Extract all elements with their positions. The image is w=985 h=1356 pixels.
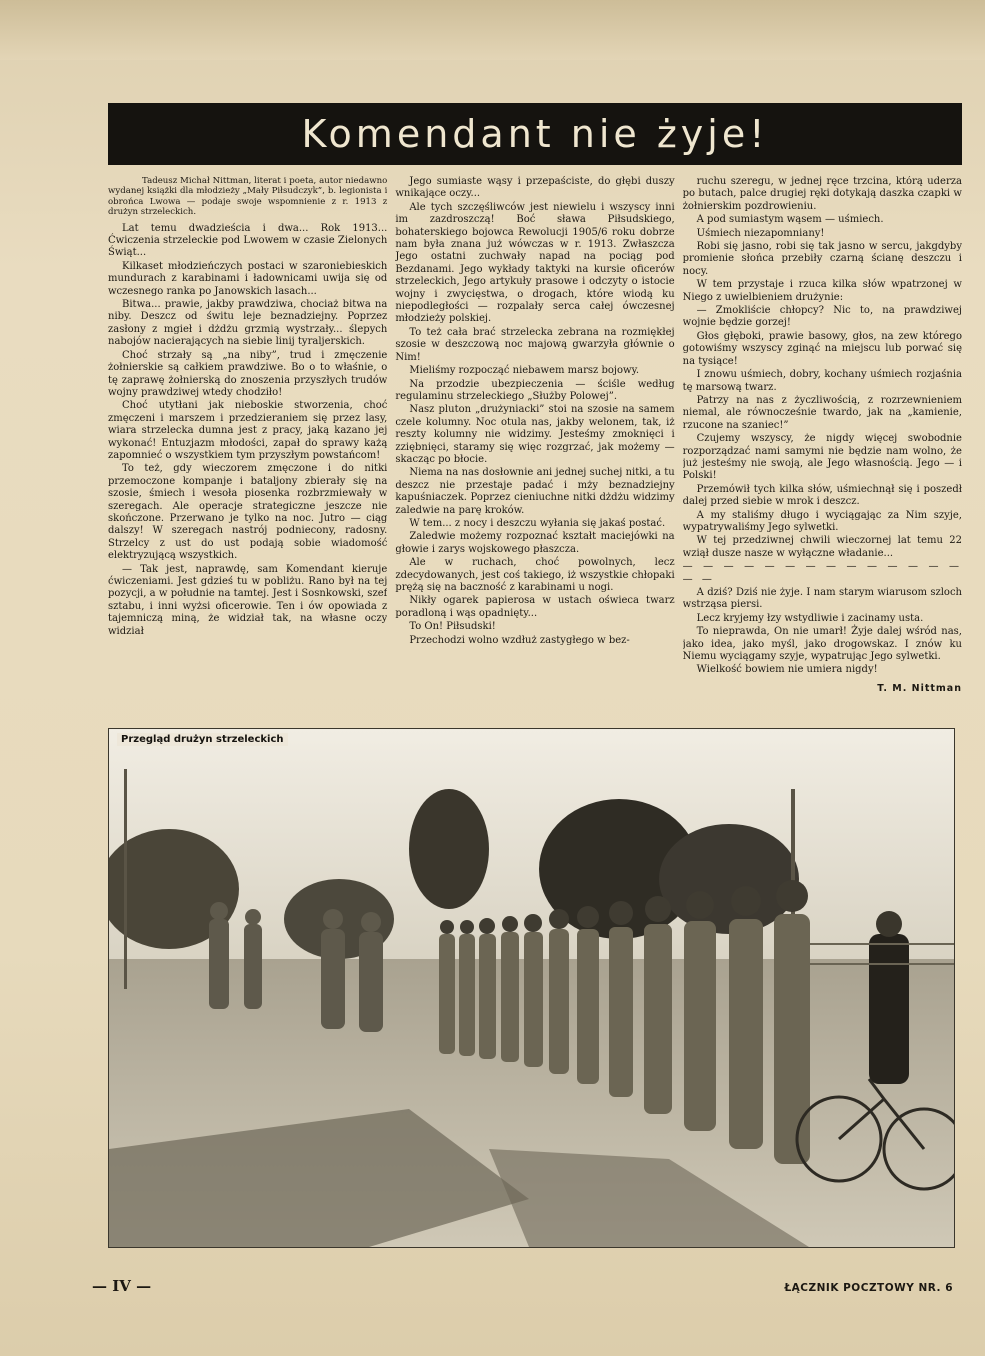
- page-number: — IV —: [92, 1277, 152, 1295]
- paragraph: Nasz pluton „drużyniacki” stoi na szosie na samem czele kolumny. Noc otula nas, jakby welonem, tak, iż reszty kolumny nie widzimy. Jesteśmy zmoknięci i zziębnięci, staramy się więc rozgrzać, jak możemy — skacząc po błocie.: [395, 404, 675, 465]
- paragraph: Głos głęboki, prawie basowy, głos, na zew którego gotowiśmy wszyscy zginąć na miejscu lub porwać się na tysiące!: [682, 330, 962, 367]
- paragraph: Przechodzi wolno wzdłuż zastygłego w bez-: [409, 634, 630, 646]
- article-lead: Tadeusz Michał Nittman, literat i poeta, autor niedawno wydanej książki dla młodzieży „Mały Piłsudczyk”, b. legionista i obrońca Lwowa — podaje swoje wspomnienie z r. 1913 z drużyn strzeleckich.: [108, 176, 388, 218]
- paragraph: Ale w ruchach, choć powolnych, lecz zdecydowanych, jest coś takiego, iż wszystkie chłopaki prężą się na baczność z karabinami u nogi.: [395, 557, 675, 593]
- paragraph: Lat temu dwadzieścia i dwa... Rok 1913... Ćwiczenia strzeleckie pod Lwowem w czasie Zielonych Świąt...: [108, 222, 388, 259]
- paragraph: Patrzy na nas z życzliwością, z rozrzewnieniem niemal, ale równocześnie twardo, jak na „kamienie, rzucone na szaniec!”: [682, 394, 962, 431]
- text-column-3: [683, 176, 962, 724]
- article-body: [108, 176, 962, 724]
- paragraph: I znowu uśmiech, dobry, kochany uśmiech rozjaśnia tę marsową twarz.: [682, 369, 962, 393]
- paragraph: Zaledwie możemy rozpoznać kształt maciejówki na głowie i zarys wojskowego płaszcza.: [395, 531, 675, 555]
- paragraph: A dziś? Dziś nie żyje. I nam starym wiarusom szloch wstrząsa piersi.: [682, 587, 962, 611]
- headline-banner: [108, 103, 962, 165]
- publication-footer: ŁĄCZNIK POCZTOWY NR. 6: [784, 1282, 953, 1294]
- paragraph: Mieliśmy rozpocząć niebawem marsz bojowy.: [409, 365, 640, 377]
- torn-top-edge: [0, 0, 985, 60]
- text-column-1: [108, 176, 387, 724]
- paragraph: Bitwa... prawie, jakby prawdziwa, chociaż bitwa na niby. Deszcz od świtu leje beznadziejny. Poprzez zasłony z mgieł i dżdżu grzmią wystrzały... ślepych nabojów nacierających na siebie linij tyraljerskich.: [108, 299, 388, 348]
- paragraph: To nieprawda, On nie umarł! Żyje dalej wśród nas, jako idea, jako myśl, jako drogowskaz. I znów ku Niemu wyciągamy szyje, wypatrując Jego sylwetki.: [682, 626, 962, 663]
- paragraph: W tem... z nocy i deszczu wyłania się jakaś postać.: [409, 517, 666, 529]
- paragraph: Uśmiech niezapomniany!: [696, 227, 825, 239]
- paragraph: Wielkość bowiem nie umiera nigdy!: [696, 664, 878, 676]
- paragraph: Jego sumiaste wąsy i przepaściste, do głębi duszy wnikające oczy...: [395, 176, 675, 200]
- section-divider: — — — — — — — — — — — — — — — —: [682, 561, 962, 585]
- photo-caption: Przegląd drużyn strzeleckich: [117, 733, 288, 746]
- author-signature: T. M. Nittman: [877, 682, 962, 694]
- paragraph: Ale tych szczęśliwców jest niewielu i wszyscy inni im zazdroszczą! Boć sława Piłsudskiego, bohaterskiego bojowca Rewolucji 1905/6 roku dobrze nam była znana już wówczas w r. 1913. Zwłaszcza Jego ostatni zuchwały napad na pociąg pod Bezdanami. Jego wykłady taktyki na kursie oficerów strzeleckich, Jego artykuły prasowe i odczyty o istocie wojny i zwycięstwa, o drogach, które wiodą ku niepodległości — rozpalały serca całej ówczesnej młodzieży polskiej.: [395, 201, 675, 325]
- paragraph: — Tak jest, naprawdę, sam Komendant kieruje ćwiczeniami. Jest gdzieś tu w pobliżu. Rano był na tej pozycji, a w południe na tamtej. Jest i Sosnkowski, szef sztabu, i inni wyżsi oficerowie. Ten i ów opowiada z tajemniczą miną, że widział tak, na własne oczy widział: [108, 563, 388, 637]
- paragraph: Choć strzały są „na niby”, trud i zmęczenie żołnierskie są całkiem prawdziwe. Bo o to właśnie, o tę zaprawę żołnierską do znoszenia przyszłych trudów wojny prawdziwej wtedy chodziło!: [108, 349, 388, 398]
- paragraph: Na przodzie ubezpieczenia — ściśle według regulaminu strzeleckiego „Służby Polowej”.: [395, 378, 675, 402]
- paragraph: Robi się jasno, robi się tak jasno w sercu, jakgdyby promienie słońca przebiły czarną ścianę deszczu i nocy.: [682, 241, 962, 277]
- paragraph: A pod sumiastym wąsem — uśmiech.: [696, 214, 884, 226]
- article-title: Komendant nie żyje!: [301, 112, 769, 156]
- text-column-2: [395, 176, 674, 724]
- paragraph: Nikły ogarek papierosa w ustach oświeca twarz poradloną i wąs opadnięty...: [395, 595, 675, 619]
- paragraph: ruchu szeregu, w jednej ręce trzcina, którą uderza po butach, palce drugiej ręki dotykają daszka czapki w żołnierskim pozdrowieniu.: [682, 176, 962, 212]
- paragraph: — Zmokliście chłopcy? Nic to, na prawdziwej wojnie będzie gorzej!: [682, 305, 962, 329]
- paragraph: Kilkaset młodzieńczych postaci w szaroniebieskich mundurach z karabinami i ładownicami uwija się od wczesnego ranka po Janowskich lasach...: [108, 260, 388, 297]
- paragraph: Niema na nas dosłownie ani jednej suchej nitki, a tu deszcz nie przestaje padać i mży beznadziejny kapuśniaczek. Poprzez cieniuchne nitki dżdżu widzimy zaledwie na parę kroków.: [395, 467, 675, 516]
- paragraph: To też cała brać strzelecka zebrana na rozmiękłej szosie w deszczową noc majową gwarzyła głównie o Nim!: [395, 326, 675, 363]
- photo-illustration: [109, 729, 954, 1247]
- paragraph: Przemówił tych kilka słów, uśmiechnął się i poszedł dalej przed siebie w mrok i deszcz.: [682, 483, 962, 508]
- paragraph: Lecz kryjemy łzy wstydliwie i zacinamy usta.: [696, 612, 924, 624]
- paragraph: To też, gdy wieczorem zmęczone i do nitki przemoczone kompanje i bataljony zbierały się na szosie, śmiech i wesoła piosenka rozbrzmiewały w szeregach. Ale operacje strategiczne jeszcze nie skończone. Przerwano je tylko na noc. Jutro — ciąg dalszy! W szeregach nastrój podniecony, radosny. Strzelcy z ust do ust podają sobie wiadomość elektryzującą wszystkich.: [108, 463, 388, 562]
- paragraph: Czujemy wszyscy, że nigdy więcej swobodnie rozporządzać nami samymi nie będzie nam wolno, że już jesteśmy nie swoją, ale Jego własnością. Jego — i Polski!: [682, 433, 962, 482]
- paragraph: Choć utytłani jak nieboskie stworzenia, choć zmęczeni i marszem i przedzieraniem się przez lasy, wiara strzelecka dumna jest z pracy, jaką kazano jej wykonać! Entuzjazm młodości, zapał do sprawy każą zapomnieć o wszystkiem tym przyszłym powstańcom!: [108, 400, 388, 461]
- paragraph: To On! Piłsudski!: [409, 621, 496, 633]
- paragraph: W tem przystaje i rzuca kilka słów wpatrzonej w Niego z uwielbieniem drużynie:: [682, 279, 962, 303]
- photo-drill-review: [108, 728, 955, 1248]
- paragraph: W tej przedziwnej chwili wieczornej lat temu 22 wziął dusze nasze w wyłączne władanie...: [682, 535, 962, 559]
- paragraph: A my staliśmy długo i wyciągając za Nim szyje, wypatrywaliśmy Jego sylwetki.: [682, 509, 962, 533]
